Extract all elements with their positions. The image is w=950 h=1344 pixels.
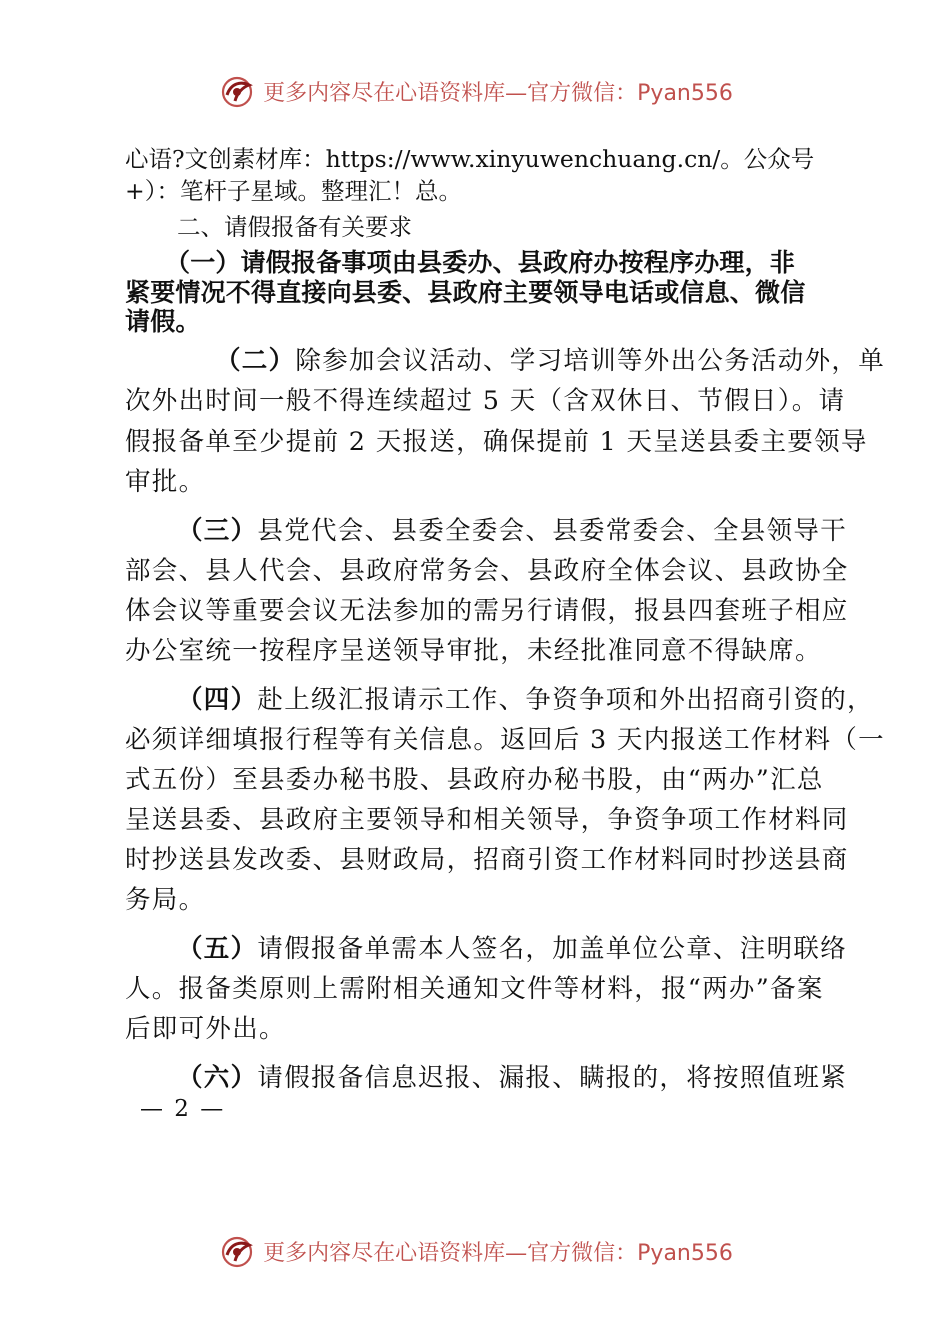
- section-heading: 二、请假报备有关要求: [177, 213, 412, 241]
- item5-line: 后即可外出。: [125, 1014, 286, 1044]
- item1-line: （一）请假报备事项由县委办、县政府办按程序办理，非: [165, 248, 796, 277]
- watermark-bottom: [0, 1226, 950, 1276]
- item4-line: 时抄送县发改委、县财政局，招商引资工作材料同时抄送县商: [125, 845, 849, 875]
- item4-line: 务局。: [125, 885, 206, 915]
- item2-line: 假报备单至少提前 2 天报送，确保提前 1 天呈送县委主要领导: [125, 427, 868, 457]
- page-number: — 2 —: [140, 1096, 226, 1122]
- watermark-id: Pyan556: [637, 1240, 733, 1266]
- watermark-logo-icon: [217, 1231, 257, 1271]
- watermark-id: Pyan556: [637, 80, 733, 106]
- item3-line: 办公室统一按程序呈送领导审批，未经批准同意不得缺席。: [125, 636, 822, 666]
- item4-line: 必须详细填报行程等有关信息。返回后 3 天内报送工作材料（一: [125, 725, 885, 755]
- item2-label: （二）: [215, 346, 296, 376]
- item3-label: （三）: [177, 516, 258, 546]
- item5-line: 人。报备类原则上需附相关通知文件等材料，报“两办”备案: [125, 974, 824, 1004]
- item4-line: 呈送县委、县政府主要领导和相关领导，争资争项工作材料同: [125, 805, 849, 835]
- item4-line: 式五份）至县委办秘书股、县政府办秘书股，由“两办”汇总: [125, 765, 824, 795]
- watermark-text: 更多内容尽在心语资料库—官方微信：: [263, 80, 638, 106]
- item2-line: 次外出时间一般不得连续超过 5 天（含双休日、节假日）。请: [125, 386, 846, 416]
- item2-line: 审批。: [125, 467, 206, 497]
- item3-line: 部会、县人代会、县政府常务会、县政府全体会议、县政协全: [125, 556, 849, 586]
- item1-line: 请假。: [125, 307, 201, 336]
- item6-line: （六）请假报备信息迟报、漏报、瞒报的，将按照值班紧: [177, 1063, 848, 1093]
- item4-line: （四）赴上级汇报请示工作、争资争项和外出招商引资的，: [177, 685, 874, 715]
- item5-line: （五）请假报备单需本人签名，加盖单位公章、注明联络: [177, 934, 848, 964]
- source-note-line: +）：笔杆子星域。整理汇！总。: [125, 177, 462, 205]
- item1-line: 紧要情况不得直接向县委、县政府主要领导电话或信息、微信: [125, 278, 806, 307]
- watermark-text: 更多内容尽在心语资料库—官方微信：: [263, 1240, 638, 1266]
- watermark-top: [0, 66, 950, 116]
- source-note-line: 心语?文创素材库：https://www.xinyuwenchuang.cn/。公众号: [125, 145, 815, 173]
- item6-label: （六）: [177, 1063, 258, 1093]
- item3-line: 体会议等重要会议无法参加的需另行请假，报县四套班子相应: [125, 596, 849, 626]
- item2-line: （二）除参加会议活动、学习培训等外出公务活动外，单: [215, 346, 886, 376]
- item4-label: （四）: [177, 685, 258, 715]
- item5-label: （五）: [177, 934, 258, 964]
- watermark-logo-icon: [217, 71, 257, 111]
- item3-line: （三）县党代会、县委全委会、县委常委会、全县领导干: [177, 516, 848, 546]
